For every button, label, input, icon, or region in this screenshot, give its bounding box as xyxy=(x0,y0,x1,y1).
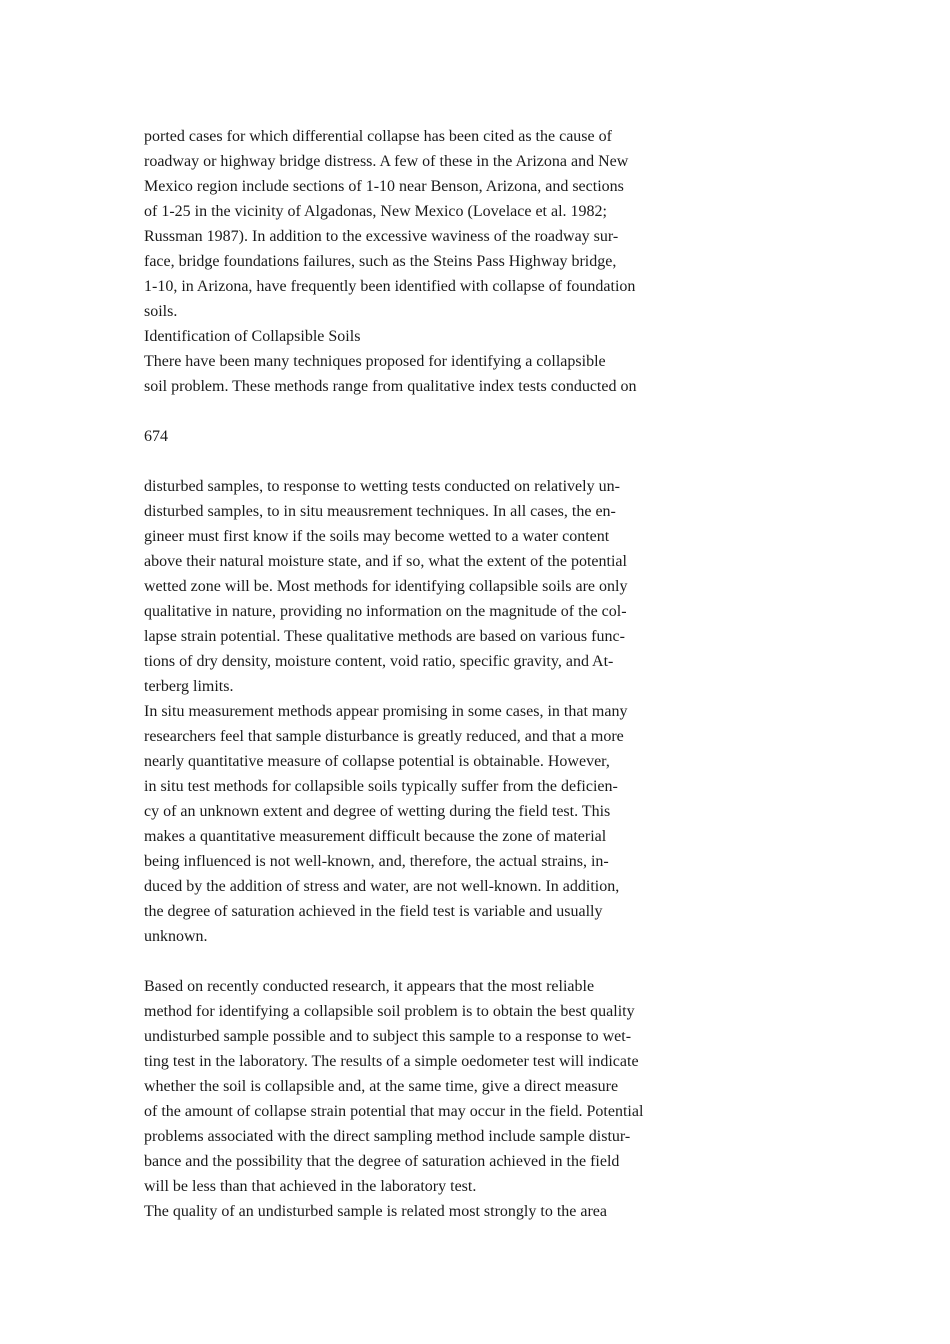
text-line: the degree of saturation achieved in the field test is variable and usually xyxy=(144,903,603,920)
paragraph-sample-quality xyxy=(144,1199,704,1224)
text-line: terberg limits. xyxy=(144,678,234,695)
text-line: There have been many techniques proposed for identifying a collapsible xyxy=(144,353,606,370)
text-line: lapse strain potential. These qualitative methods are based on various func- xyxy=(144,628,625,645)
text-line: 1-10, in Arizona, have frequently been identified with collapse of foundation xyxy=(144,278,636,295)
text-line: gineer must first know if the soils may become wetted to a water content xyxy=(144,528,610,545)
text-line: disturbed samples, to in situ meausrement techniques. In all cases, the en- xyxy=(144,503,616,520)
text-line: nearly quantitative measure of collapse potential is obtainable. However, xyxy=(144,753,610,770)
text-line: bance and the possibility that the degree of saturation achieved in the field xyxy=(144,1153,620,1170)
text-line: face, bridge foundations failures, such as the Steins Pass Highway bridge, xyxy=(144,253,617,270)
text-line: duced by the addition of stress and water, are not well-known. In addition, xyxy=(144,878,620,895)
text-line: in situ test methods for collapsible soils typically suffer from the deficien- xyxy=(144,778,618,795)
paragraph-bridge-distress xyxy=(144,124,704,324)
spacer xyxy=(144,399,704,424)
paragraph-reliable-method xyxy=(144,974,704,1199)
text-line: undisturbed sample possible and to subject this sample to a response to wet- xyxy=(144,1028,632,1045)
text-line: In situ measurement methods appear promising in some cases, in that many xyxy=(144,703,628,720)
text-line: The quality of an undisturbed sample is related most strongly to the area xyxy=(144,1203,607,1220)
text-line: researchers feel that sample disturbance is greatly reduced, and that a more xyxy=(144,728,624,745)
text-line: method for identifying a collapsible soil problem is to obtain the best quality xyxy=(144,1003,635,1020)
text-line: unknown. xyxy=(144,928,208,945)
text-line: above their natural moisture state, and if so, what the extent of the potential xyxy=(144,553,627,570)
text-line: of the amount of collapse strain potential that may occur in the field. Potential xyxy=(144,1103,644,1120)
paragraph-in-situ-methods xyxy=(144,699,704,949)
text-line: tions of dry density, moisture content, void ratio, specific gravity, and At- xyxy=(144,653,614,670)
text-line: disturbed samples, to response to wetting tests conducted on relatively un- xyxy=(144,478,620,495)
text-line: Russman 1987). In addition to the excessive waviness of the roadway sur- xyxy=(144,228,619,245)
text-line: ting test in the laboratory. The results of a simple oedometer test will indicate xyxy=(144,1053,639,1070)
text-line: problems associated with the direct sampling method include sample distur- xyxy=(144,1128,631,1145)
text-line: cy of an unknown extent and degree of wetting during the field test. This xyxy=(144,803,611,820)
text-line: being influenced is not well-known, and, therefore, the actual strains, in- xyxy=(144,853,609,870)
text-line: wetted zone will be. Most methods for identifying collapsible soils are only xyxy=(144,578,628,595)
paragraph-techniques xyxy=(144,349,704,399)
text-line: Mexico region include sections of 1-10 near Benson, Arizona, and sections xyxy=(144,178,624,195)
text-line: soils. xyxy=(144,303,178,320)
text-line: of 1-25 in the vicinity of Algadonas, New Mexico (Lovelace et al. 1982; xyxy=(144,203,607,220)
text-line: ported cases for which differential collapse has been cited as the cause of xyxy=(144,128,612,145)
text-line: will be less than that achieved in the laboratory test. xyxy=(144,1178,477,1195)
text-line: soil problem. These methods range from qualitative index tests conducted on xyxy=(144,378,637,395)
text-line: whether the soil is collapsible and, at the same time, give a direct measure xyxy=(144,1078,619,1095)
text-line: qualitative in nature, providing no information on the magnitude of the col- xyxy=(144,603,627,620)
spacer xyxy=(144,449,704,474)
page-number: 674 xyxy=(144,428,168,445)
text-line: roadway or highway bridge distress. A few of these in the Arizona and New xyxy=(144,153,629,170)
text-line: makes a quantitative measurement difficult because the zone of material xyxy=(144,828,607,845)
section-heading: Identification of Collapsible Soils xyxy=(144,328,361,345)
spacer xyxy=(144,949,704,974)
text-line: Based on recently conducted research, it appears that the most reliable xyxy=(144,978,595,995)
paragraph-disturbed-samples xyxy=(144,474,704,699)
document-page xyxy=(144,124,704,1224)
